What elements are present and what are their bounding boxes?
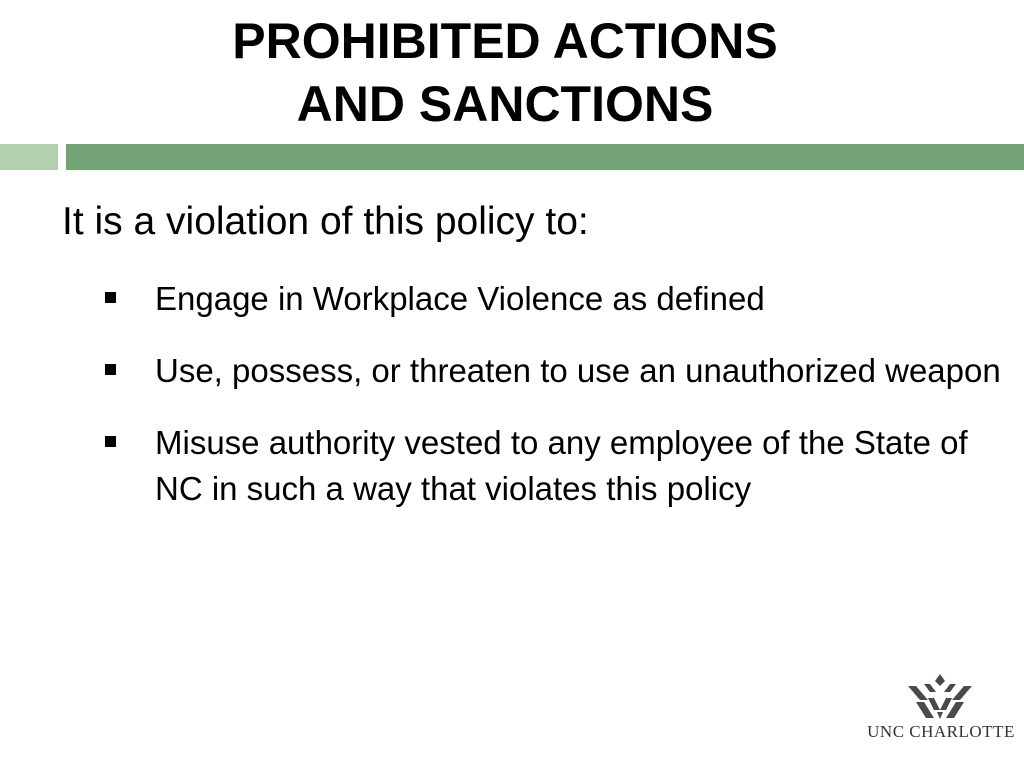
slide-title bbox=[0, 10, 1010, 136]
slide-title-line-2: AND SANCTIONS bbox=[296, 76, 714, 132]
bullet-item bbox=[105, 348, 1005, 394]
square-bullet-icon bbox=[105, 436, 116, 447]
bullet-list bbox=[105, 276, 1005, 538]
square-bullet-icon bbox=[105, 292, 116, 303]
bullet-item bbox=[105, 420, 1005, 512]
bullet-text: Misuse authority vested to any employee of the State of NC in such a way that violates this policy bbox=[155, 424, 968, 507]
title-divider-accent bbox=[0, 144, 58, 170]
bullet-item bbox=[105, 276, 1005, 322]
intro-text: It is a violation of this policy to: bbox=[62, 200, 589, 243]
unc-charlotte-logo bbox=[862, 672, 1020, 744]
bullet-text: Engage in Workplace Violence as defined bbox=[155, 280, 765, 317]
crown-logo-icon bbox=[904, 672, 976, 720]
slide-title-line-1: PROHIBITED ACTIONS bbox=[232, 13, 778, 69]
title-divider-bar bbox=[66, 144, 1024, 170]
bullet-text: Use, possess, or threaten to use an unauthorized weapon bbox=[155, 352, 1001, 389]
logo-wordmark: UNC CHARLOTTE bbox=[867, 722, 1015, 741]
square-bullet-icon bbox=[105, 364, 116, 375]
